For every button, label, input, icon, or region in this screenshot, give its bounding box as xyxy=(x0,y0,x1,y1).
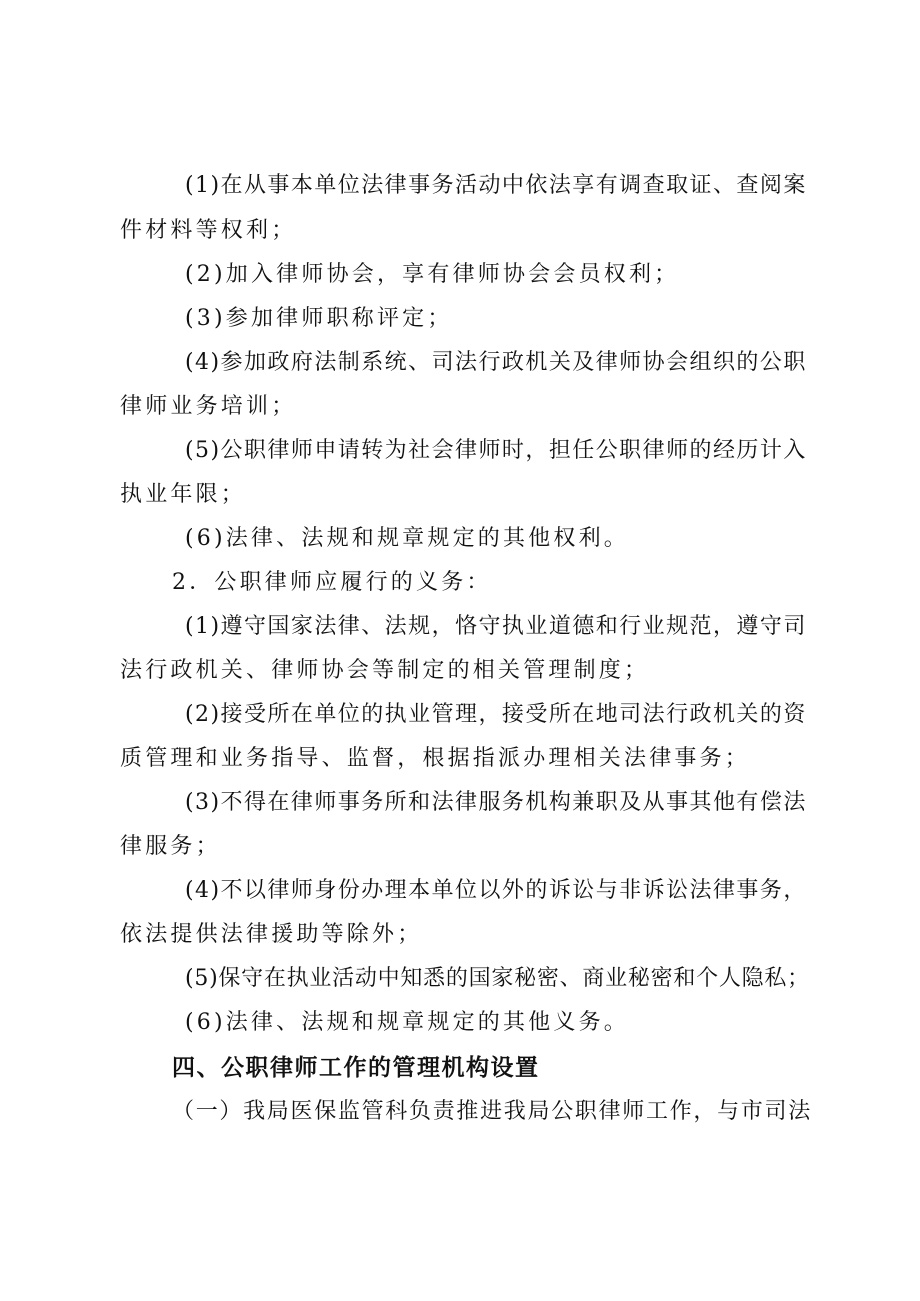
duties-item-4: (4)不以律师身份办理本单位以外的诉讼与非诉讼法律事务， xyxy=(185,878,807,903)
section-4-paragraph-1: （一）我局医保监管科负责推进我局公职律师工作，与市司法 xyxy=(172,1099,812,1124)
rights-item-1-cont: 件材料等权利； xyxy=(120,218,297,243)
section-heading-4: 四、公职律师工作的管理机构设置 xyxy=(172,1055,540,1081)
rights-item-5: (5)公职律师申请转为社会律师时，担任公职律师的经历计入 xyxy=(185,438,807,463)
duties-item-6: (6)法律、法规和规章规定的其他义务。 xyxy=(185,1010,629,1035)
duties-item-3-cont: 律服务； xyxy=(120,834,221,859)
duties-item-2-cont: 质管理和业务指导、监督，根据指派办理相关法律事务； xyxy=(120,746,751,771)
rights-item-5-cont: 执业年限； xyxy=(120,482,247,507)
rights-item-3: (3)参加律师职称评定； xyxy=(185,306,453,331)
duties-item-2: (2)接受所在单位的执业管理，接受所在地司法行政机关的资 xyxy=(185,702,807,727)
rights-item-2: (2)加入律师协会，享有律师协会会员权利； xyxy=(185,262,680,287)
rights-item-4: (4)参加政府法制系统、司法行政机关及律师协会组织的公职 xyxy=(185,350,807,375)
duties-item-1-cont: 法行政机关、律师协会等制定的相关管理制度； xyxy=(120,658,650,683)
duties-item-5: (5)保守在执业活动中知悉的国家秘密、商业秘密和个人隐私； xyxy=(185,966,810,991)
duties-item-3: (3)不得在律师事务所和法律服务机构兼职及从事其他有偿法 xyxy=(185,790,807,815)
rights-item-1: (1)在从事本单位法律事务活动中依法享有调查取证、查阅案 xyxy=(185,173,807,198)
rights-item-4-cont: 律师业务培训； xyxy=(120,394,297,419)
duties-item-1: (1)遵守国家法律、法规，恪守执业道德和行业规范，遵守司 xyxy=(185,614,807,639)
duties-subheading: 2．公职律师应履行的义务： xyxy=(172,570,492,595)
rights-item-6: (6)法律、法规和规章规定的其他权利。 xyxy=(185,526,629,551)
duties-item-4-cont: 依法提供法律援助等除外； xyxy=(120,922,423,947)
